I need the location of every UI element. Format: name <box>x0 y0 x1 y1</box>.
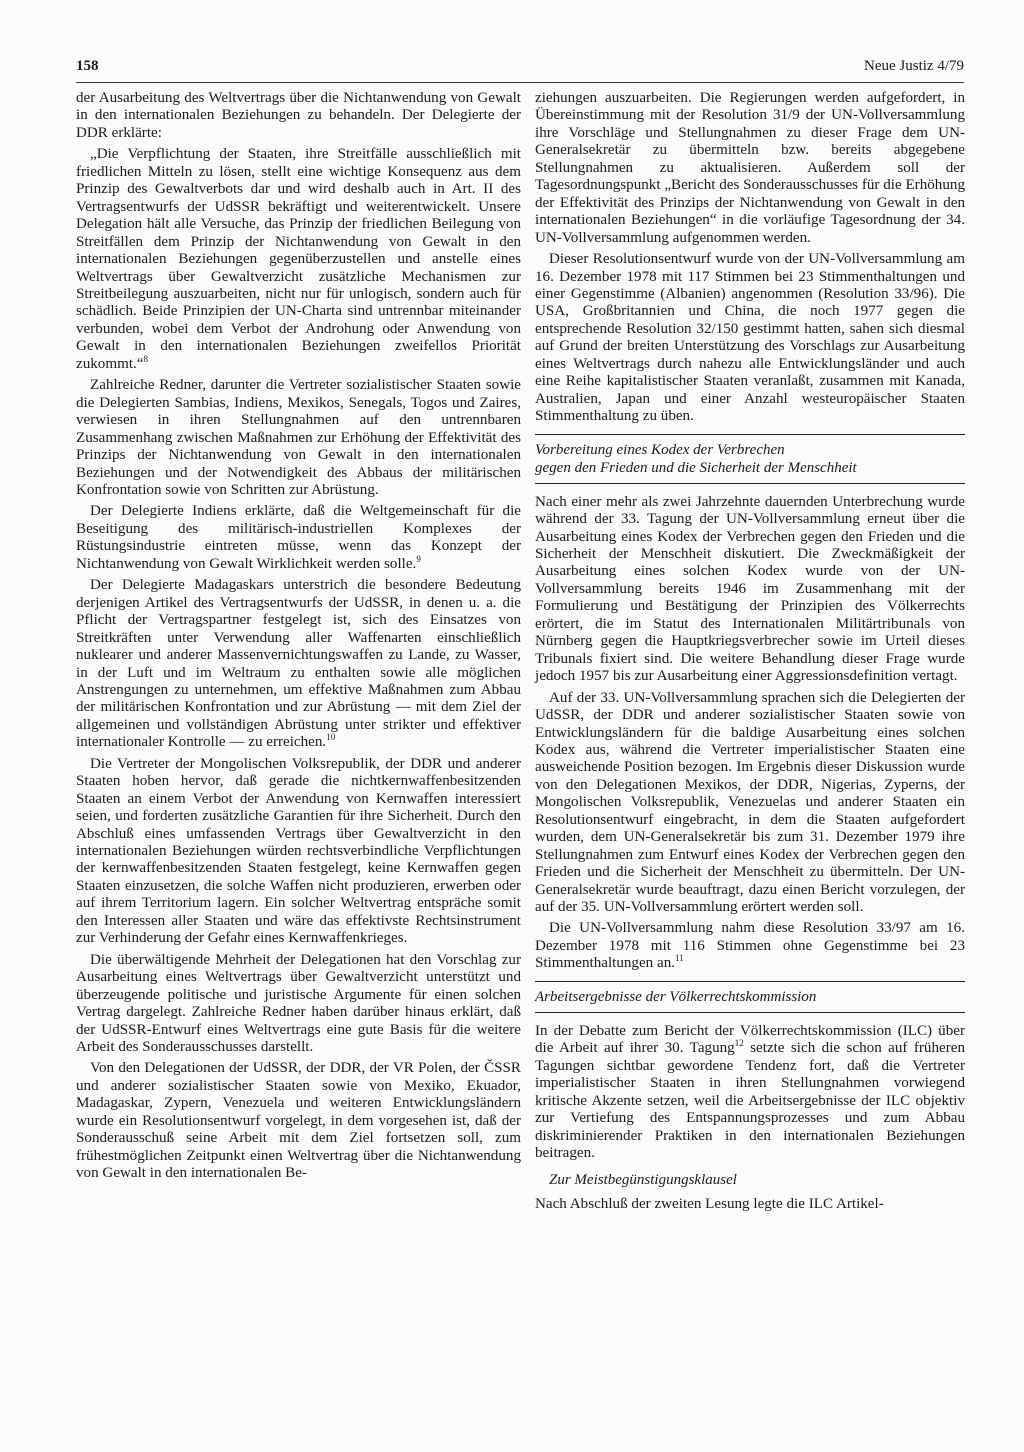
section-heading: Vorbereitung eines Kodex der Verbrechen gegen den Frieden und die Sicherheit der Menschheit <box>535 441 857 476</box>
paragraph: Nach einer mehr als zwei Jahrzehnte dauernden Unterbrechung wurde während der 33. Tagung der UN-Vollversammlung erneut über die Ausarbeitung eines Kodex der Verbrechen gegen den Frieden und die Sicherheit der Menschheit diskutiert. Die Zweckmäßigkeit der Ausarbeitung eines solchen Kodex wurde von der UN-Vollversammlung bereits 1946 im Zusammenhang mit der Formulierung und Bestätigung der Prinzipien des Völkerrechts erörtert, die im Statut des Internationalen Militärtribunals von Nürnberg gegen die Hauptkriegsverbrecher sowie im Urteil dieses Tribunals fixiert sind. Die weitere Behandlung dieser Frage wurde jedoch 1957 bis zur Ausarbeitung einer Aggressionsdefinition vertagt. <box>535 493 965 685</box>
paragraph: der Ausarbeitung des Weltvertrags über die Nichtanwendung von Gewalt in den internationalen Beziehungen zu behandeln. Der Delegierte der DDR erklärte: <box>76 90 521 141</box>
footnote-marker: 12 <box>734 1038 744 1049</box>
paragraph: Zahlreiche Redner, darunter die Vertreter sozialistischer Staaten sowie die Delegierten Sambias, Indiens, Mexikos, Senegals, Togos und Zaires, verwiesen in ihren Stellungnahmen auf den untrennbaren Zusammenhang zwischen Maßnahmen zur Erhöhung der Effektivität des Prinzips der Nichtanwendung von Gewalt in den internationalen Beziehungen und der Notwendigkeit des Abbaus der militärischen Konfrontation sowie von Schritten zur Abrüstung. <box>76 377 521 498</box>
paragraph: Nach Abschluß der zweiten Lesung legte die ILC Artikel- <box>535 1195 884 1212</box>
paragraph: Die Vertreter der Mongolischen Volksrepublik, der DDR und anderer Staaten hoben hervor, daß gerade die nichtkernwaffenbesitzenden Staaten an einem Verbot der Anwendung von Kernwaffen interessiert seien, und forderten zusätzliche Garantien für ihre Sicherheit. Durch den Abschluß eines umfassenden Vertrags über Gewaltverzicht in den internationalen Beziehungen würden rechtsverbindliche Verpflichtungen der kernwaffenbesitzenden Staaten festgelegt, keine Kernwaffen gegen Staaten einzusetzen, die solche Waffen nicht produzieren, erwerben oder auf ihrem Territorium lagern. Ein solcher Weltvertrag entspräche somit den Interessen aller Staaten und wäre das effektivste Rechtsinstrument zur Verhinderung der Gefahr eines Kernwaffenkrieges. <box>76 755 521 947</box>
paragraph: Auf der 33. UN-Vollversammlung sprachen sich die Delegierten der UdSSR, der DDR und anderer sozialistischer Staaten sowie von Entwicklungsländern für die baldige Ausarbeitung eines solchen Kodex aus, während die Vertreter imperialistischer Staaten eine ausweichende Position bezogen. Im Ergebnis dieser Diskussion wurde von den Delegationen Mexikos, der DDR, Nigerias, Zyperns, der Mongolischen Volksrepublik, Venezuelas und anderer Staaten ein Resolutionsentwurf eingebracht, in dem die Staaten aufgefordert wurden, dem UN-Generalsekretär bis zum 31. Dezember 1979 ihre Stellungnahmen zum Entwurf eines Kodex der Verbrechen gegen den Frieden und die Sicherheit der Menschheit zu übermitteln. Der UN-Generalsekretär wurde beauftragt, dazu einen Bericht vorzulegen, der auf der 35. UN-Vollversammlung erörtert werden soll. <box>535 689 965 916</box>
section-heading: Arbeitsergebnisse der Völkerrechtskommission <box>535 988 817 1005</box>
paragraph: Von den Delegationen der UdSSR, der DDR, der VR Polen, der ČSSR und anderer sozialistischer Staaten sowie von Mexiko, Ekuador, Madagaskar, Zypern, Venezuela und weiteren Entwicklungsländern wurde ein Resolutionsentwurf vorgelegt, in dem vorgesehen ist, daß der Sonderausschuß seine Arbeit mit dem Ziel fortsetzen soll, zum frühestmöglichen Zeitpunkt einen Weltvertrag über die Nichtanwendung von Gewalt in den internationalen Be- <box>76 1060 521 1182</box>
paragraph: Die überwältigende Mehrheit der Delegationen hat den Vorschlag zur Ausarbeitung eines Weltvertrags über Gewaltverzicht unterstützt und überzeugende politische und juristische Argumente für einen solchen Vertrag dargelegt. Zahlreiche Redner haben darüber hinaus erklärt, daß der UdSSR-Entwurf eines Weltvertrags eine gute Basis für die weitere Arbeit des Sonderausschusses darstellt. <box>76 951 521 1056</box>
page-header <box>76 58 964 83</box>
section-divider <box>535 434 965 435</box>
paragraph: Dieser Resolutionsentwurf wurde von der UN-Vollversammlung am 16. Dezember 1978 mit 117 Stimmen bei 23 Stimmenthaltungen und einer Gegenstimme (Albanien) angenommen (Resolution 33/96). Die USA, Großbritannien und China, die noch 1977 gegen die entsprechende Resolution 32/150 gestimmt hatten, sahen sich diesmal auf Grund der breiten Unterstützung des Vorschlags zur Ausarbeitung eines Weltvertrags durch nahezu alle Entwicklungsländer und auch eine Reihe kapitalistischer Staaten veranlaßt, zusammen mit Kanada, Australien, Japan und einer Anzahl westeuropäischer Staaten Stimmenthaltung zu üben. <box>535 251 965 425</box>
journal-title: Neue Justiz 4/79 <box>864 58 964 74</box>
section-divider <box>535 981 965 982</box>
section-divider <box>535 1012 965 1013</box>
footnote-marker: 10 <box>326 732 336 743</box>
paragraph: Die UN-Vollversammlung nahm diese Resolution 33/97 am 16. Dezember 1978 mit 116 Stimmen ohne Gegenstimme bei 23 Stimmenthaltungen an.$^{11}$ <box>535 920 965 972</box>
footnote-marker: 9 <box>416 553 421 564</box>
paragraph: ziehungen auszuarbeiten. Die Regierungen werden aufgefordert, in Übereinstimmung mit der Resolution 31/9 der UN-Vollversammlung ihre Vorschläge und Stellungnahmen zu dieser Frage dem UN-Generalsekretär zu übermitteln bzw. bereits abgegebene Stellungnahmen zu aktualisieren. Außerdem soll der Tagesordnungspunkt „Bericht des Sonderausschusses für die Erhöhung der Effektivität des Prinzips der Nichtanwendung von Gewalt in den internationalen Beziehungen“ in die vorläufige Tagesordnung der 34. UN-Vollversammlung aufgenommen werden. <box>535 90 965 246</box>
paragraph: Der Delegierte Indiens erklärte, daß die Weltgemeinschaft für die Beseitigung des militärisch-industriellen Komplexes der Rüstungsindustrie eintreten müsse, wenn das Konzept der Nichtanwendung von Gewalt Wirklichkeit werden solle.$^9$ <box>76 503 521 572</box>
footnote-marker: 11 <box>675 953 684 964</box>
subsection-heading: Zur Meistbegünstigungsklausel <box>549 1172 737 1189</box>
page-number: 158 <box>76 58 99 74</box>
paragraph: Der Delegierte Madagaskars unterstrich die besondere Bedeutung derjenigen Artikel des Vertragsentwurfs der UdSSR, in denen u. a. die Pflicht der Vertragspartner festgelegt ist, sich des Einsatzes von Streitkräften unter Verwendung aller Waffenarten einschließlich nuklearer und anderer Massenvernichtungswaffen zu Lande, zu Wasser, in der Luft und im Weltraum zu enthalten sowie alle möglichen Anstrengungen zu unternehmen, um effektive Maßnahmen zum Abbau der militärischen Konfrontation und zur Abrüstung — mit dem Ziel der allgemeinen und vollständigen Abrüstung unter strikter und effektiver internationaler Kontrolle — zu erreichen.$^{10}$ <box>76 577 521 751</box>
paragraph: In der Debatte zum Bericht der Völkerrechtskommission (ILC) über die Arbeit auf ihrer 30. Tagung$^{12}$ setzte sich die schon auf früheren Tagungen sichtbar gewordene Tendenz fort, daß die Vertreter imperialistischer Staaten in ihren Stellungnahmen vorwiegend kritische Akzente setzen, weil die Arbeitsergebnisse der ILC objektiv zur Vertiefung des Entspannungsprozesses und zum Abbau diskriminierender Praktiken in den internationalen Beziehungen beitragen. <box>535 1022 965 1162</box>
section-divider <box>535 483 965 484</box>
right-column <box>535 90 965 1217</box>
quote-paragraph: „Die Verpflichtung der Staaten, ihre Streitfälle ausschließlich mit friedlichen Mitteln zu lösen, stellt eine wichtige Konsequenz aus dem Prinzip des Gewaltverbots dar und wird deshalb auch in Art. II des Vertragsentwurfs der UdSSR bekräftigt und weiterentwickelt. Unsere Delegation hält alle Versuche, das Prinzip der friedlichen Beilegung von Streitfällen dem Prinzip der Nichtanwendung von Gewalt in den internationalen Beziehungen gegenüberzustellen und anstelle eines Weltvertrags über Gewaltverzicht zusätzliche Mechanismen zur Streitbeilegung auszuarbeiten, nicht nur für unlogisch, sondern auch für schädlich. Beide Prinzipien der UN-Charta sind untrennbar miteinander verbunden, wobei dem Verbot der Androhung oder Anwendung von Gewalt in den internationalen Beziehungen zweifellos Priorität zukommt.“$^8$ <box>76 146 521 372</box>
footnote-marker: 8 <box>143 353 148 364</box>
left-column <box>76 90 521 1187</box>
